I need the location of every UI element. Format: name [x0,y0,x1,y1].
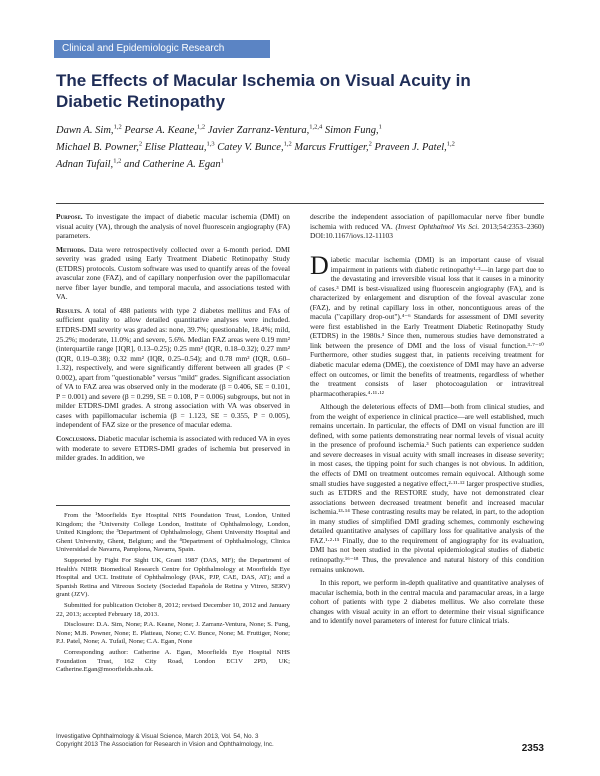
drop-cap: D [310,251,329,280]
section-banner: Clinical and Epidemiologic Research [54,40,270,58]
abstract-conclusions-lead: Conclusions. [56,434,97,444]
author: Simon Fung, [324,125,379,136]
author-affiliation: 1,2 [446,140,455,148]
author-affiliation: 1,2,4 [309,123,323,131]
abstract-results [56,306,290,430]
body-paragraph [310,251,544,398]
citation-journal: (Invest Ophthalmol Vis Sci. [395,221,480,231]
body-paragraph: Although the deleterious effects of DMI—both from clinical studies, and from the weight of experience in clinical practice—are well established, much remains uncertain. In particular, the effects of DMI on visual function are ill defined, with some patients demonstrating near normal levels of visual acuity in the presence of profound ischemia.³ Such patients can experience sudden and severe decreases in visual acuity with small increases in disease severity; in most cases, the tipping point for such changes is not obvious. In addition, the effects of DMI on treatment outcomes remain equivocal. Although some small studies have suggested a negative effect,²·¹¹·¹² larger prospective studies, such as ETDRS and the RESTORE study, have not demonstrated clear associations between decreased treatment benefit and increased macular ischemia.¹³·¹⁴ These contrasting results may be related, in part, to the adoption in many studies of simplified DMI grading schemes, commonly eschewing detailed quantitative analyses of capillary loss for qualitative analysis of the FAZ.¹·²·¹⁵ Finally, due to the requirement of angiography for its evaluation, DMI has not been studied in the pivotal epidemiological studies of diabetic retinopathy.¹⁶⁻¹⁸ Thus, the prevalence and natural history of this condition remains unknown. [310,402,544,574]
footnote-corresponding: Corresponding author: Catherine A. Egan, Moorfields Eye Hospital NHS Foundation Trust, 162 City Road, London EC1V 2PD, UK; Catherine.Egan@moorfields.nhs.uk. [56,648,290,674]
footnote-disclosure: Disclosure: D.A. Sim, None; P.A. Keane, None; J. Zarranz-Ventura, None; S. Fung, None; M.B. Powner, None; E. Platteau, None; C.V. Bunce, None; M. Fruttiger, None; P.J. Patel, None; A. Tufail, None; C.A. Egan, None [56,621,290,646]
abstract [56,212,290,467]
footnotes [56,512,290,677]
author-affiliation: 1,2 [113,123,122,131]
author-affiliation: 1,3 [206,140,215,148]
author-affiliation: 1,2 [283,140,292,148]
author: Praveen J. Patel, [374,142,447,153]
author-affiliation: 1 [220,157,224,165]
citation-details: 2013;54:2353–2360) DOI:10.1167/iovs.12-11103 [310,221,544,241]
abstract-conclusions-cont: describe the independent association of papillomacular nerve fiber bundle ischemia with reduced VA. [310,212,544,231]
abstract-purpose-text: To investigate the impact of diabetic macular ischemia (DMI) on visual acuity (VA), through the analysis of novel fluorescein angiography (FA) parameters. [56,212,291,241]
copyright-line: Copyright 2013 The Association for Research in Vision and Ophthalmology, Inc. [56,741,274,748]
author: Javier Zarranz-Ventura, [207,125,310,136]
author: Catey V. Bunce, [217,142,284,153]
author-list [56,122,536,173]
author: Adnan Tufail, [56,159,114,170]
author: and Catherine A. Egan [123,159,221,170]
page-footer [56,733,544,749]
article-title: The Effects of Macular Ischemia on Visual Acuity in Diabetic Retinopathy [56,71,471,111]
author: Elise Platteau, [144,142,207,153]
body-paragraph: In this report, we perform in-depth qualitative and quantitative analyses of macular ischemia, both in the central macula and paramacular areas, in a large cohort of patients with type 2 diabetes mellitus. We also correlate these changes with visual acuity in an effort to determine their visual significance and to identify novel parameters of interest for future clinical trials. [310,578,544,626]
abstract-methods-lead: Methods. [56,244,86,254]
abstract-results-lead: Results. [56,305,82,315]
body-paragraph-text: iabetic macular ischemia (DMI) is an important cause of visual impairment in patients with diabetic retinopathy¹·²—in large part due to the devastating and irreversible visual loss that it causes in a minority of cases.³ DMI is best-visualized using fluorescein angiography (FA), and is characterized by enlargement and disruption of the foveal avascular zone (FAZ), and by retinal capillary loss in other, noncontiguous areas of the macula ("capillary drop-out").⁴⁻⁶ Standards for assessment of DMI severity were first established in the Early Treatment Diabetic Retinopathy Study (ETDRS) in the 1980s.³ Since then, numerous studies have demonstrated a link between the presence of DMI and the loss of visual function.³·⁷⁻¹⁰ Furthermore, other studies suggest that, in patients receiving treatment for diabetic macular edema (DME), the coexistence of DMI may have an adverse effect on outcomes, or limit the benefits of treatments, regardless of whether the treatment consists of laser photocoagulation or intravitreal pharmacotherapies.⁴·¹¹·¹² [310,255,544,398]
abstract-methods-text: Data were retrospectively collected over a 6-month period. DMI severity was graded using Early Treatment Diabetic Retinopathy Study (ETDRS) protocols. Custom software was used to quantify areas of the foveal avascular zone (FAZ), and of capillary nonperfusion over the papillomacular nerve fiber layer bundle, and temporal macula, and associations tested with VA. [56,244,290,302]
abstract-purpose [56,212,290,241]
body-text [310,251,544,630]
author: Michael B. Powner, [56,142,139,153]
abstract-purpose-lead: Purpose. [56,212,83,221]
author-affiliation: 2 [368,140,372,148]
header-divider [56,203,544,204]
author-affiliation: 2 [138,140,143,148]
abstract-divider [56,505,290,506]
page-number: 2353 [521,743,544,754]
abstract-methods [56,245,290,302]
abstract-continued [310,212,544,245]
journal-line: Investigative Ophthalmology & Visual Science, March 2013, Vol. 54, No. 3 [56,733,259,740]
footnote-submitted: Submitted for publication October 8, 2012; revised December 10, 2012 and January 22, 2013; accepted February 18, 2013. [56,601,290,618]
author-affiliation: 1 [378,123,382,131]
author-affiliation: 1,2 [197,123,206,131]
author: Marcus Fruttiger, [294,142,369,153]
author: Dawn A. Sim, [56,125,114,136]
footnote-support: Supported by Fight For Sight UK, Grant 1987 (DAS, MF); the Department of Health's NIHR Biomedical Research Centre for Ophthalmology at Moorfields Eye Hospital and UCL Institute of Ophthalmology (PAK, PJP, CAE, DAS, AT); and a Spanish Retina and Vitreous Society (Sociedad Española de Retina y Vitreo, SERV) grant (JZV). [56,556,290,599]
abstract-conclusions-text: Diabetic macular ischemia is associated with reduced VA in eyes with moderate to severe ETDRS-DMI grades of ischemia but preserved in milder grades. In addition, we [56,434,290,463]
footnote-affiliations: From the ¹Moorfields Eye Hospital NHS Foundation Trust, London, United Kingdom; the ²University College London, Institute of Ophthalmology, London, United Kingdom; the ³Department of Ophthalmology, Ghent University Hospital and Ghent University, Ghent, Belgium; and the ⁴Department of Ophthalmology, Clinica Universidad de Navarra, Pamplona, Navarra, Spain. [56,512,290,554]
author-affiliation: 1,2 [113,157,122,165]
abstract-results-text: A total of 488 patients with type 2 diabetes mellitus and FAs of sufficient quality to allow detailed quantitative analyses were included. ETDRS-DMI severity was graded as: none, 39.7%; questionable, 18.4%; mild, 25.2%; moderate, 11.0%; and severe, 5.6%. Median FAZ areas were 0.19 mm² (interquartile range [IQR], 0.13–0.25); 0.25 mm² (IQR, 0.18–0.32); 0.27 mm² (IQR, 0.19–0.38); 0.32 mm² (IQR, 0.25–0.54); and 0.78 mm² (IQR, 0.60–1.32), respectively, and were significantly different between all grades (P < 0.002), apart from "questionable" versus "mild" grades. Significant association of VA to FAZ area was observed only in the moderate (β = 0.406, SE = 0.101, P = 0.001) and severe (β = 0.299, SE = 0.108, P = 0.006) subgroups, but not in milder ETDRS-DMI grades. A strong association with VA was observed in cases with papillomacular ischemia (β = 1.123, SE = 0.355, P = 0.005), independent of FAZ size or the presence of macular edema. [56,305,290,430]
author: Pearse A. Keane, [124,125,198,136]
abstract-conclusions [56,434,290,463]
